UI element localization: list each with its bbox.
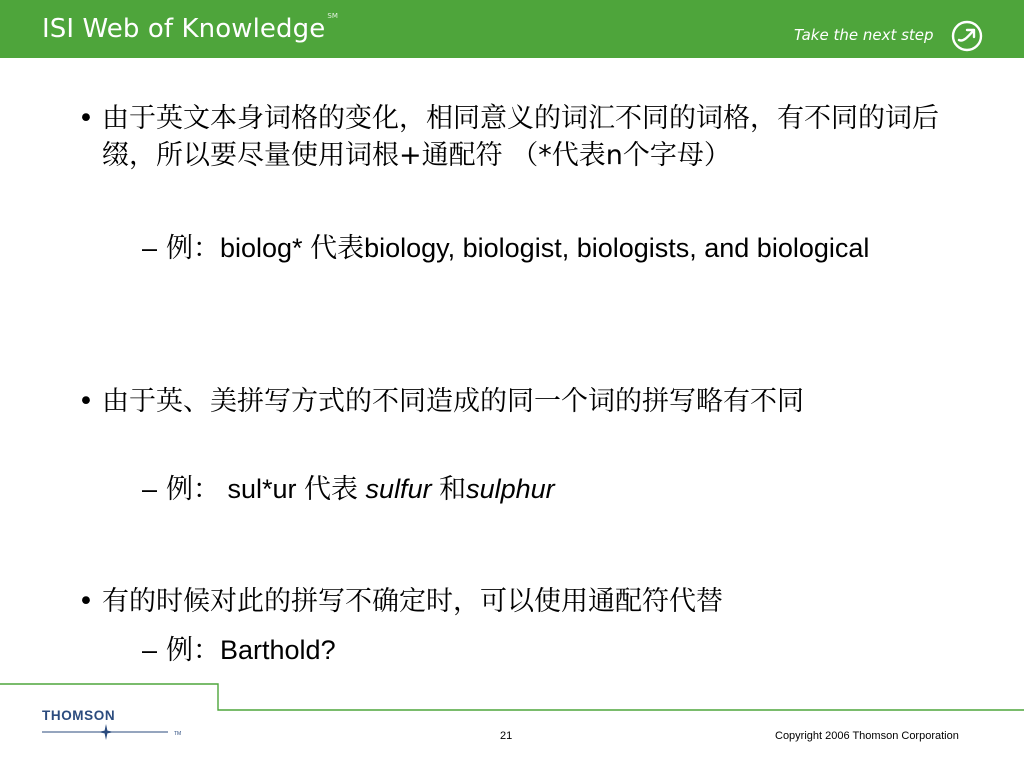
sub-dash: –	[142, 474, 158, 504]
sub-bullet-1-text: 例：biolog* 代表biology, biologist, biologists, and biological	[166, 233, 870, 263]
example-prefix: 例： sul*ur 代表	[166, 474, 366, 504]
service-mark: SM	[327, 12, 338, 20]
trademark-mark: TM	[174, 731, 182, 737]
sub-bullet-3-text: 例：Barthold?	[166, 635, 336, 665]
bullet-dot: •	[78, 386, 94, 417]
sub-dash: –	[142, 635, 158, 665]
bullet-3-text: 有的时候对此的拼写不确定时，可以使用通配符代替	[102, 586, 723, 617]
page-number: 21	[500, 730, 513, 742]
sub-dash: –	[142, 233, 158, 263]
star-icon	[98, 724, 114, 740]
bullet-2-text: 由于英、美拼写方式的不同造成的同一个词的拼写略有不同	[102, 386, 804, 417]
tagline: Take the next step	[794, 26, 934, 44]
example-term-sulfur: sulfur	[365, 474, 432, 504]
thomson-logo-text: THOMSON	[42, 708, 116, 723]
example-term-sulphur: sulphur	[466, 474, 555, 504]
sub-bullet-2-text	[166, 469, 926, 509]
example-mid: 和	[431, 474, 467, 504]
brand-title-text: ISI Web of Knowledge	[42, 14, 326, 44]
bullet-1-text: 由于英文本身词格的变化，相同意义的词汇不同的词格，有不同的词后缀，所以要尽量使用词根+通配符 （*代表n个字母）	[102, 103, 939, 171]
thomson-logo	[42, 706, 192, 746]
bullet-dot: •	[78, 103, 94, 134]
copyright: Copyright 2006 Thomson Corporation	[775, 730, 959, 742]
bullet-dot: •	[78, 586, 94, 617]
